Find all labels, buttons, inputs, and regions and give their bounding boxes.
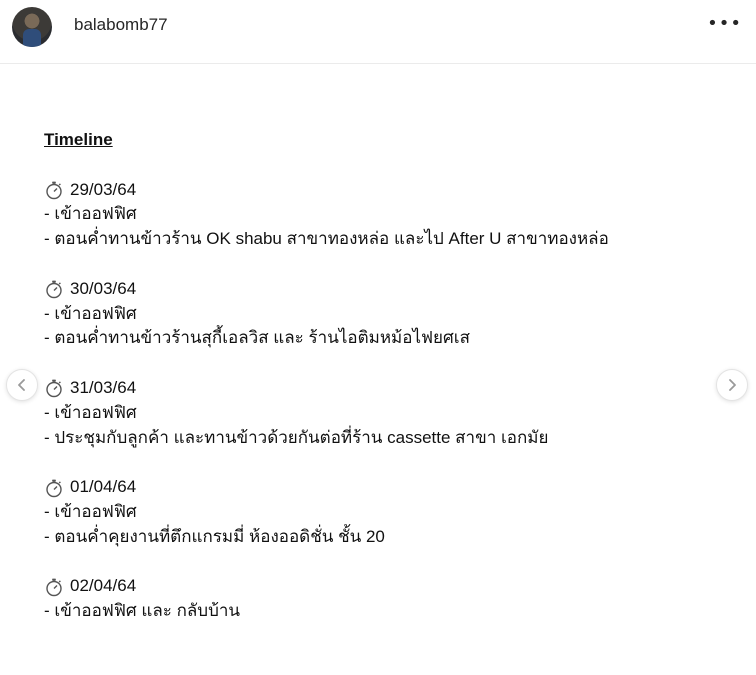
timeline-title: Timeline: [44, 130, 113, 149]
more-options-button[interactable]: •••: [707, 13, 742, 34]
timeline-entry: [44, 376, 704, 450]
timeline-content: [44, 128, 704, 649]
entry-date-row: [44, 277, 704, 302]
timeline-entry: [44, 574, 704, 624]
chevron-right-icon: [725, 378, 739, 392]
entry-date-row: [44, 178, 704, 203]
entry-line: - ตอนค่ำทานข้าวร้านสุกี้เอลวิส และ ร้านไอติมหม้อไฟยศเส: [44, 328, 470, 348]
stopwatch-icon: [44, 378, 64, 398]
entry-date: 02/04/64: [70, 576, 137, 596]
timeline-entry: [44, 178, 704, 252]
next-button[interactable]: [716, 369, 748, 401]
stopwatch-icon: [44, 180, 64, 200]
post-header: [0, 0, 756, 64]
avatar[interactable]: [12, 7, 52, 47]
entry-line: - เข้าออฟฟิศ: [44, 501, 137, 521]
entry-line: - เข้าออฟฟิศ: [44, 402, 137, 422]
timeline-entry: [44, 475, 704, 549]
entry-date: 31/03/64: [70, 377, 137, 397]
entry-date: 01/04/64: [70, 477, 137, 497]
stopwatch-icon: [44, 577, 64, 597]
entry-date-row: [44, 475, 704, 500]
post-image: [0, 65, 756, 675]
entry-line: - ตอนค่ำทานข้าวร้าน OK shabu สาขาทองหล่อ และไป After U สาขาทองหล่อ: [44, 229, 609, 249]
entry-line: - เข้าออฟฟิศ: [44, 204, 137, 224]
stopwatch-icon: [44, 279, 64, 299]
entry-line: - ประชุมกับลูกค้า และทานข้าวด้วยกันต่อที่ร้าน cassette สาขา เอกมัย: [44, 427, 549, 447]
entry-date: 29/03/64: [70, 179, 137, 199]
entry-date: 30/03/64: [70, 278, 137, 298]
entry-line: - ตอนค่ำคุยงานที่ตึกแกรมมี่ ห้องออดิชั่น ชั้น 20: [44, 526, 385, 546]
timeline-entry: [44, 277, 704, 351]
entry-date-row: [44, 376, 704, 401]
chevron-left-icon: [15, 378, 29, 392]
entry-date-row: [44, 574, 704, 599]
previous-button[interactable]: [6, 369, 38, 401]
entry-line: - เข้าออฟฟิศ: [44, 303, 137, 323]
stopwatch-icon: [44, 478, 64, 498]
username-link[interactable]: balabomb77: [74, 15, 168, 34]
entry-line: - เข้าออฟฟิศ และ กลับบ้าน: [44, 601, 241, 621]
